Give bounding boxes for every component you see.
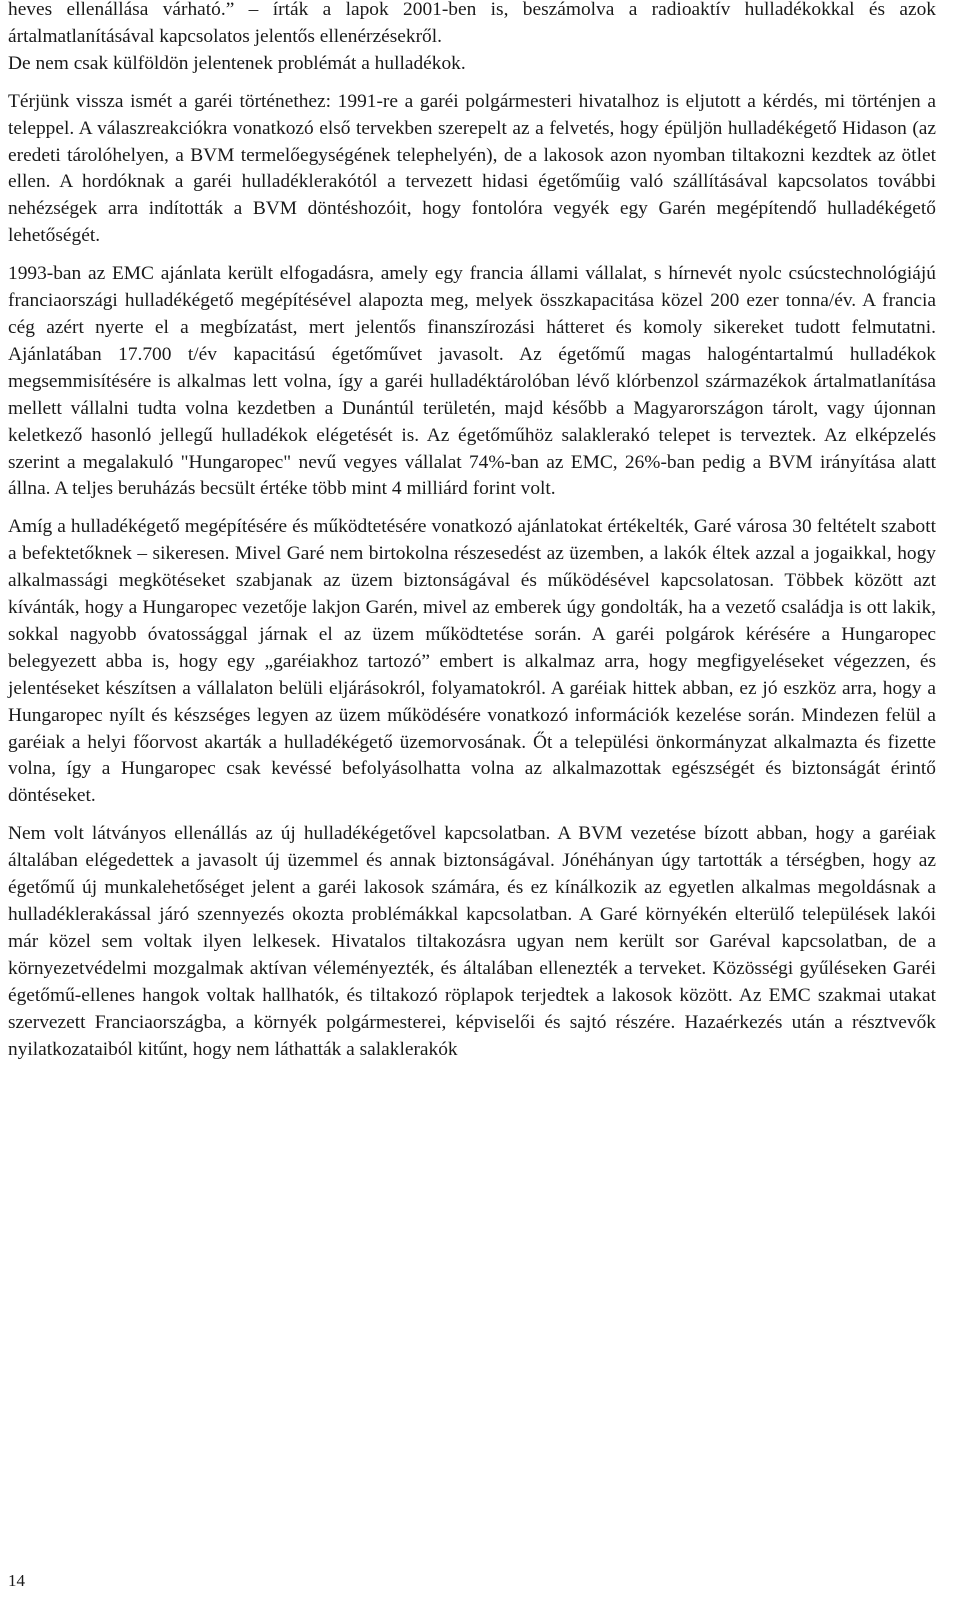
paragraph-gare-history: Térjünk vissza ismét a garéi történethez: 1991-re a garéi polgármesteri hivatalhoz is eljutott a kérdés, mi történjen a teleppel. A válaszreakciókra vonatkozó első tervekben szerepelt az a felvetés, hogy épüljön hulladékégető Hidason (az eredeti tárolóhelyen, a BVM termelőegységének telephelyén), de a lakosok azon nyomban tiltakozni kezdtek az ötlet ellen. A hordóknak a garéi hulladéklerakótól a tervezett hidasi égetőműig való szállításával kapcsolatos további nehézségek arra indították a BVM döntéshozóit, hogy fontolóra vegyék egy Garén megépítendő hulladékégető lehetőségét. — [8, 90, 936, 247]
paragraph-gap — [8, 250, 936, 261]
document-page — [8, 0, 936, 1063]
paragraph-gap — [8, 78, 936, 89]
paragraph-gap — [8, 503, 936, 514]
paragraph-gap — [8, 810, 936, 821]
paragraph-conditions: Amíg a hulladékégető megépítésére és működtetésére vonatkozó ajánlatokat értékelték, Garé városa 30 feltételt szabott a befektetőknek – sikeresen. Mivel Garé nem birtokolna részesedést az üzemben, a lakók éltek azzal a jogaikkal, hogy alkalmassági megkötéseket szabjanak az üzem biztonságával és működésével kapcsolatosan. Többek között azt kívánták, hogy a Hungaropec vezetője lakjon Garén, mivel az emberek úgy gondolták, ha a vezető családja is ott lakik, sokkal nagyobb óvatossággal járnak el az üzem működtetése során. A garéi polgárok kérésére a Hungaropec belegyezett abba is, hogy egy „garéiakhoz tartozó” embert is alkalmaz arra, hogy megfigyeléseket végezzen, és jelentéseket készítsen a vállalaton belüli eljárásokról, folyamatokról. A garéiak hittek abban, ez jó eszköz arra, hogy a Hungaropec nyílt és készséges legyen az üzem működésére vonatkozó információk kezelése során. Mindezen felül a garéiak a helyi főorvost akarták a hulladékégető üzemorvosának. Őt a települési önkormányzat alkalmazta és fizette volna, így a Hungaropec csak kevéssé befolyásolhatta volna az alkalmazottak egészségét és biztonságát érintő döntéseket. — [8, 516, 936, 807]
page-number: 14 — [8, 1571, 25, 1590]
paragraph-emc-offer: 1993-ban az EMC ajánlata került elfogadásra, amely egy francia állami vállalat, s hírnevét nyolc csúcstechnológiájú franciaországi hulladékégető megépítésével alapozta meg, melyek összkapacitása közel 200 ezer tonna/év. A francia cég azért nyerte el a megbízatást, mert jelentős finanszírozási hátteret és komoly sikereket tudott felmutatni. Ajánlatában 17.700 t/év kapacitású égetőművet javasolt. Az égetőmű magas halogéntartalmú hulladékok megsemmisítésére is alkalmas lett volna, így a garéi hulladéktárolóban lévő klórbenzol származékok ártalmatlanítása mellett vállalni tudta volna kezdetben a Dunántúl területén, majd később a Magyarországon tárolt, vagy újonnan keletkező hasonló jellegű hulladékok elégetését is. Az égetőműhöz salaklerakó telepet is terveztek. Az elképzelés szerint a megalakuló "Hungaropec" nevű vegyes vállalat 74%-ban az EMC, 26%-ban pedig a BVM irányítása alatt állna. A teljes beruházás becsült értéke több mint 4 milliárd forint volt. — [8, 263, 936, 500]
paragraph-opposition: Nem volt látványos ellenállás az új hulladékégetővel kapcsolatban. A BVM vezetése bízott abban, hogy a garéiak általában elégedettek a javasolt új üzemmel és annak biztonságával. Jónéhányan úgy tartották a térségben, hogy az égetőmű új munkalehetőséget jelent a garéi lakosok számára, és ez kínálkozik az egyetlen alkalmas megoldásnak a hulladéklerakással járó szennyezés okozta problémákkal kapcsolatban. A Garé környékén elterülő települések lakói már közel sem voltak ilyen lelkesek. Hivatalos tiltakozásra ugyan nem került sor Garéval kapcsolatban, de a környezetvédelmi mozgalmak aktívan véleményezték, és általában ellenezték a terveket. Közösségi gyűléseken Garéi égetőmű-ellenes hangok voltak hallhatók, és tiltakozó röplapok terjedtek a lakosok között. Az EMC szakmai utakat szervezett Franciaországba, a környék polgármesterei, képviselői és sajtó részére. Hazaérkezés után a résztvevők nyilatkozataiból kitűnt, hogy nem láthatták a salaklerakók — [8, 823, 936, 1060]
paragraph-radioactive-waste: heves ellenállása várható.” – írták a lapok 2001-ben is, beszámolva a radioaktív hulladékokkal és azok ártalmatlanításával kapcsolatos jelentős ellenérzésekről. — [8, 0, 936, 47]
paragraph-domestic-waste: De nem csak külföldön jelentenek problémát a hulladékok. — [8, 52, 466, 74]
